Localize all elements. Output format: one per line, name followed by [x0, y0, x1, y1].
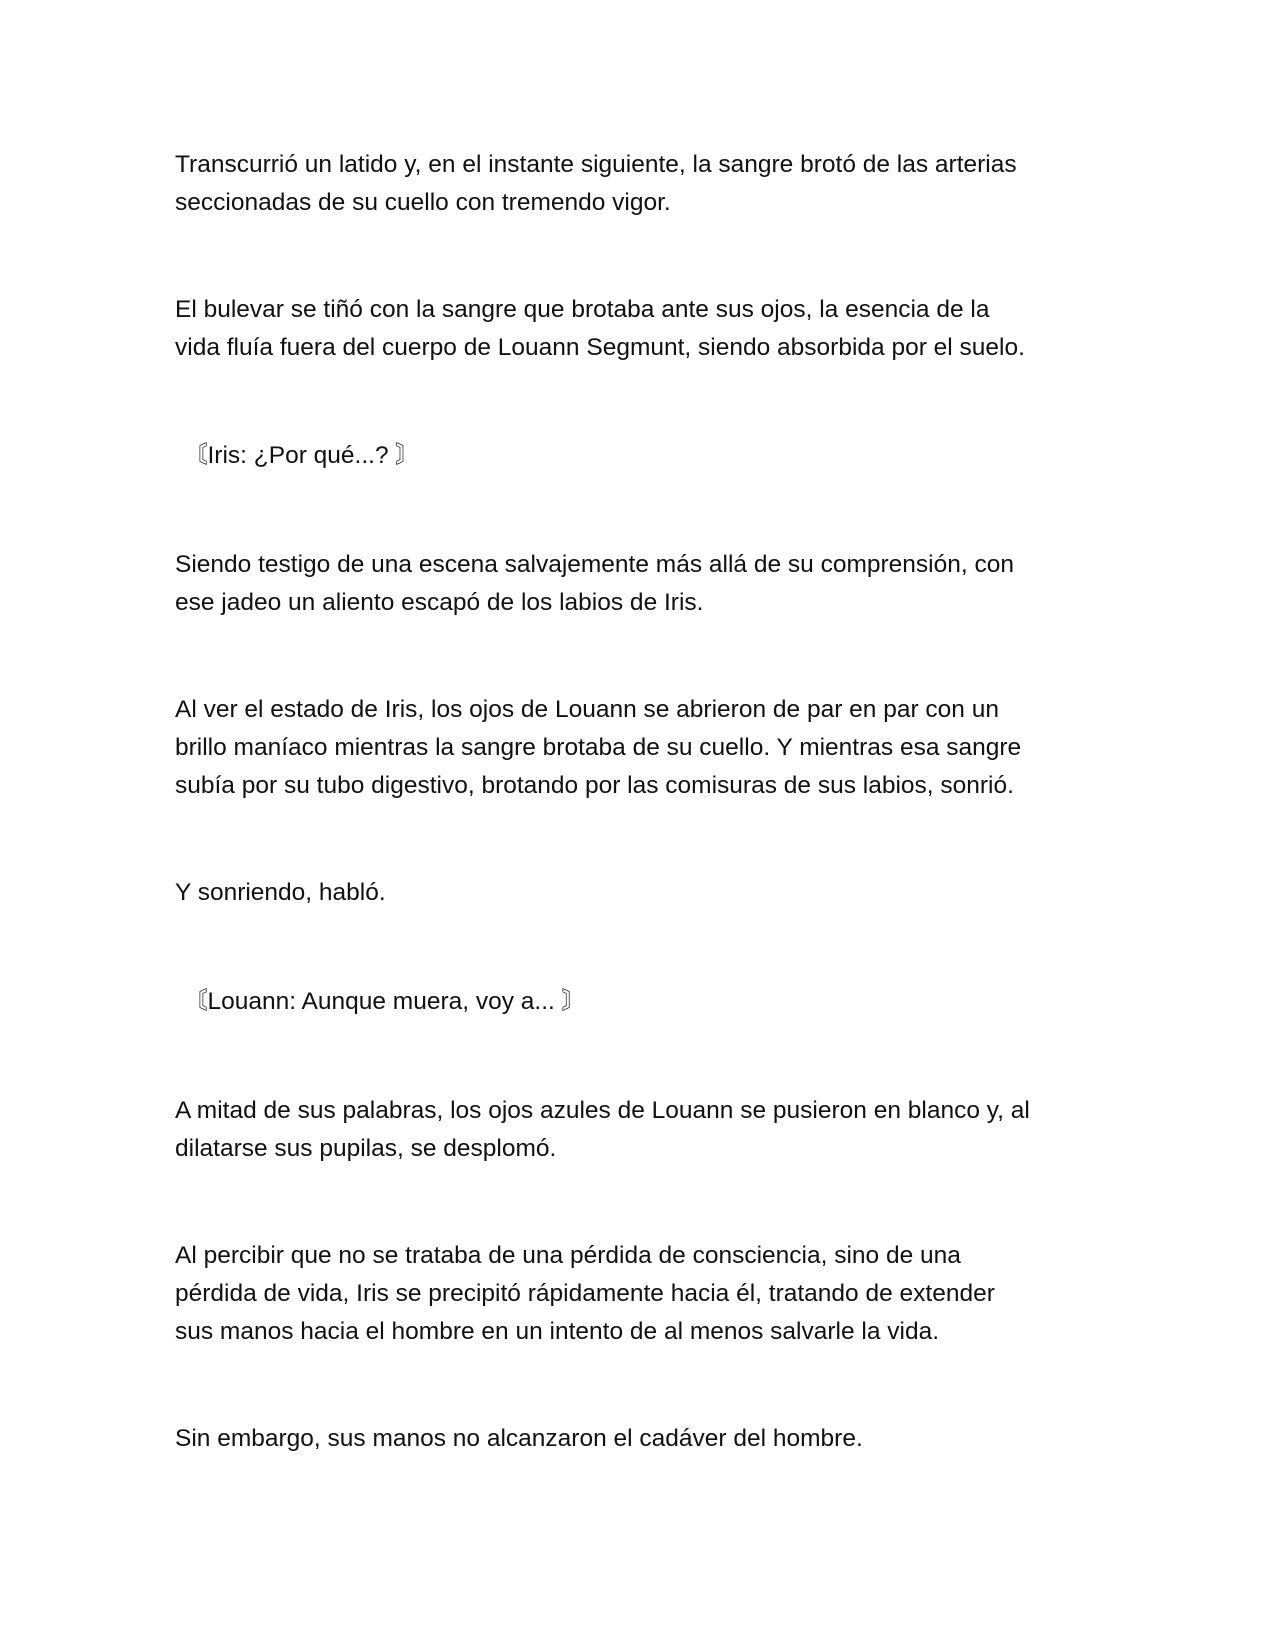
paragraph-line: vida fluía fuera del cuerpo de Louann Segmunt, siendo absorbida por el suelo. — [175, 334, 1025, 361]
paragraph-line: Al ver el estado de Iris, los ojos de Louann se abrieron de par en par con un — [175, 696, 999, 723]
dialogue-louann — [183, 983, 1123, 1021]
paragraph-4 — [175, 546, 1115, 622]
paragraph-line: seccionadas de su cuello con tremendo vigor. — [175, 189, 671, 216]
paragraph-line: A mitad de sus palabras, los ojos azules de Louann se pusieron en blanco y, al — [175, 1097, 1030, 1124]
paragraph-line: pérdida de vida, Iris se precipitó rápidamente hacia él, tratando de extender — [175, 1280, 995, 1307]
dialogue-line: 〘Louann: Aunque muera, voy a... 〙 — [183, 988, 587, 1015]
paragraph-line: Al percibir que no se trataba de una pérdida de consciencia, sino de una — [175, 1242, 961, 1269]
paragraph-line: brillo maníaco mientras la sangre brotaba de su cuello. Y mientras esa sangre — [175, 734, 1022, 761]
paragraph-line: sus manos hacia el hombre en un intento de al menos salvarle la vida. — [175, 1318, 940, 1345]
paragraph-line: El bulevar se tiñó con la sangre que brotaba ante sus ojos, la esencia de la — [175, 296, 990, 323]
paragraph-line: dilatarse sus pupilas, se desplomó. — [175, 1135, 557, 1162]
paragraph-line: Siendo testigo de una escena salvajemente más allá de su comprensión, con — [175, 551, 1014, 578]
paragraph-6 — [175, 874, 1115, 912]
paragraph-line: Transcurrió un latido y, en el instante siguiente, la sangre brotó de las arterias — [175, 151, 1017, 178]
paragraph-line: ese jadeo un aliento escapó de los labios de Iris. — [175, 589, 704, 616]
paragraph-5 — [175, 691, 1115, 805]
paragraph-8 — [175, 1092, 1115, 1168]
dialogue-iris — [183, 437, 1123, 475]
paragraph-line: Y sonriendo, habló. — [175, 879, 386, 906]
paragraph-10 — [175, 1420, 1115, 1458]
dialogue-line: 〘Iris: ¿Por qué...? 〙 — [183, 442, 420, 469]
paragraph-line: subía por su tubo digestivo, brotando por las comisuras de sus labios, sonrió. — [175, 772, 1014, 799]
paragraph-9 — [175, 1237, 1115, 1351]
paragraph-1 — [175, 146, 1115, 222]
paragraph-line: Sin embargo, sus manos no alcanzaron el cadáver del hombre. — [175, 1425, 863, 1452]
paragraph-2 — [175, 291, 1115, 367]
